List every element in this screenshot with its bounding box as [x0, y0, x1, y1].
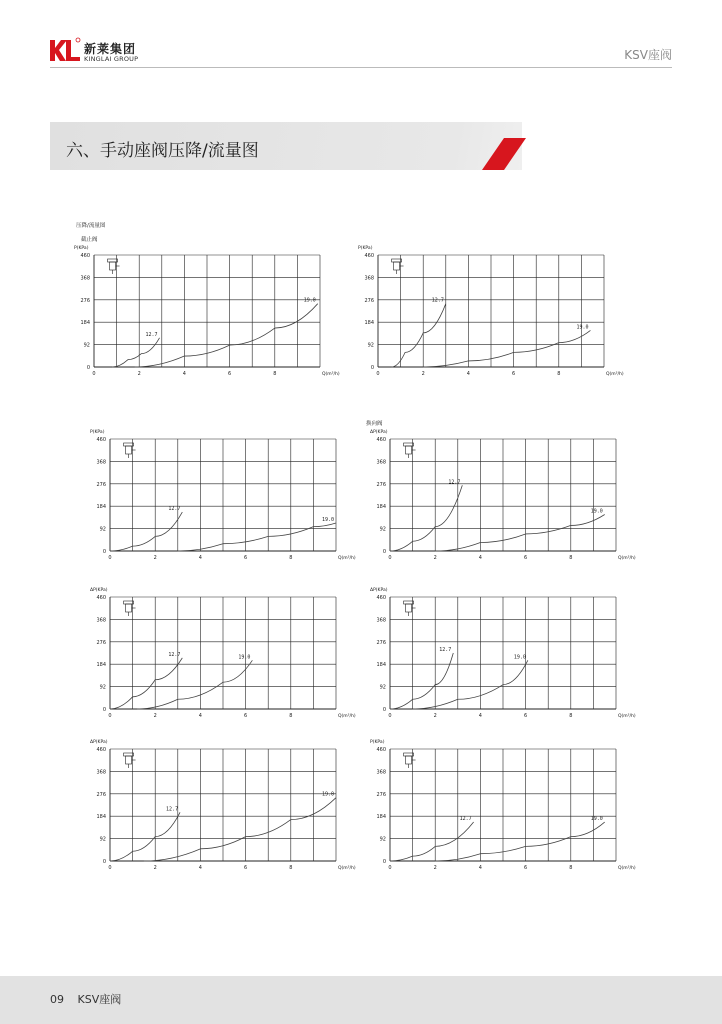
y-tick-label: 276 [376, 791, 386, 798]
chart-4 [368, 425, 642, 565]
x-tick-label: 4 [198, 865, 202, 871]
series-label: 19.0 [322, 517, 335, 523]
y-tick-label: 460 [376, 437, 386, 443]
valve-handle [404, 443, 414, 446]
y-axis-label: P(KPa) [90, 430, 105, 435]
x-tick-label: 0 [108, 713, 112, 719]
y-tick-label: 92 [83, 342, 90, 349]
brand-name-en: KINGLAI GROUP [84, 55, 139, 63]
valve-icon [108, 259, 120, 274]
chart-7 [88, 735, 362, 875]
page-caption: 压降/流量图 [76, 223, 106, 229]
x-tick-label: 4 [478, 865, 482, 871]
x-tick-label: 8 [289, 555, 293, 561]
valve-body [126, 756, 132, 764]
y-tick-label: 0 [86, 365, 90, 371]
y-tick-label: 276 [376, 481, 386, 488]
caption-shutoff-valve: 截止阀 [81, 237, 98, 243]
x-tick-label: 6 [524, 713, 528, 719]
series-line [390, 653, 453, 709]
x-tick-label: 6 [524, 555, 528, 561]
series-line [137, 660, 252, 709]
document-title: KSV座阀 [624, 48, 672, 62]
x-axis-label: Q(m³/h) [618, 714, 636, 719]
series-label: 12.7 [145, 331, 158, 338]
y-axis-label: P(KPa) [370, 740, 385, 745]
x-tick-label: 8 [569, 555, 573, 561]
series-line [110, 658, 182, 709]
series-line [110, 512, 182, 551]
x-tick-label: 2 [433, 555, 437, 561]
series-label: 19.0 [238, 654, 251, 661]
valve-handle [404, 601, 414, 604]
y-tick-label: 460 [96, 595, 106, 601]
valve-body [394, 262, 400, 270]
y-tick-label: 368 [96, 769, 106, 776]
x-tick-label: 0 [108, 555, 112, 561]
x-tick-label: 0 [92, 371, 96, 377]
series-line [423, 330, 590, 367]
valve-icon [404, 443, 416, 458]
x-tick-label: 0 [388, 865, 392, 871]
chart-3 [88, 425, 362, 565]
series-label: 12.7 [439, 647, 452, 653]
plot-area [90, 429, 356, 561]
y-tick-label: 276 [96, 791, 106, 798]
valve-body [110, 262, 116, 270]
valve-handle [404, 753, 414, 756]
y-tick-label: 184 [376, 662, 386, 669]
y-tick-label: 460 [364, 253, 374, 259]
x-tick-label: 6 [244, 555, 248, 561]
y-tick-label: 276 [80, 297, 90, 304]
chart-svg [356, 241, 630, 381]
x-axis-label: Q(m³/h) [322, 372, 340, 377]
y-tick-label: 0 [102, 859, 106, 865]
x-tick-label: 4 [478, 555, 482, 561]
x-tick-label: 0 [388, 713, 392, 719]
y-tick-label: 92 [99, 684, 106, 691]
x-tick-label: 8 [569, 713, 573, 719]
y-tick-label: 184 [96, 662, 106, 669]
y-tick-label: 184 [376, 504, 386, 511]
valve-handle [124, 753, 134, 756]
valve-icon [404, 753, 416, 768]
x-axis-label: Q(m³/h) [338, 714, 356, 719]
y-tick-label: 460 [96, 437, 106, 443]
y-tick-label: 276 [96, 481, 106, 488]
plot-area [370, 739, 636, 871]
y-tick-label: 276 [96, 639, 106, 646]
valve-icon [124, 753, 136, 768]
series-label: 12.7 [166, 806, 179, 813]
x-tick-label: 2 [153, 713, 157, 719]
y-tick-label: 184 [96, 504, 106, 511]
valve-body [406, 446, 412, 454]
y-tick-label: 460 [80, 253, 90, 259]
valve-handle [392, 259, 402, 262]
y-tick-label: 92 [379, 836, 386, 843]
series-line [435, 514, 605, 551]
y-tick-label: 184 [364, 320, 374, 327]
x-tick-label: 4 [198, 713, 202, 719]
chart-svg [368, 735, 642, 875]
valve-icon [124, 601, 136, 616]
series-label: 12.7 [168, 651, 181, 658]
plot-area [370, 587, 636, 719]
plot-area [358, 245, 624, 377]
chart-svg [88, 583, 362, 723]
x-tick-label: 6 [228, 371, 232, 377]
series-line [390, 822, 474, 861]
y-tick-label: 184 [80, 320, 90, 327]
x-tick-label: 4 [198, 555, 202, 561]
series-line [392, 304, 446, 367]
x-tick-label: 2 [137, 371, 141, 377]
y-tick-label: 368 [376, 617, 386, 624]
y-tick-label: 460 [376, 747, 386, 753]
x-tick-label: 0 [388, 555, 392, 561]
footer-text [50, 991, 131, 1007]
chart-svg [88, 735, 362, 875]
series-label: 12.7 [459, 816, 472, 823]
x-tick-label: 8 [289, 713, 293, 719]
series-label: 19.0 [590, 816, 603, 823]
y-tick-label: 0 [102, 707, 106, 713]
page-number: 09 [50, 993, 64, 1006]
valve-body [126, 446, 132, 454]
x-tick-label: 6 [524, 865, 528, 871]
x-tick-label: 4 [478, 713, 482, 719]
y-tick-label: 0 [370, 365, 374, 371]
x-tick-label: 8 [557, 371, 561, 377]
valve-handle [124, 601, 134, 604]
section-title: 六、手动座阀压降/流量图 [66, 141, 259, 161]
chart-8 [368, 735, 642, 875]
series-label: 19.0 [576, 324, 589, 331]
y-axis-label: ΔP(KPa) [370, 430, 388, 435]
chart-svg [72, 241, 346, 381]
series-label: 12.7 [448, 479, 461, 486]
y-axis-label: P(KPa) [358, 246, 373, 251]
series-line [178, 523, 336, 551]
series-line [435, 822, 605, 861]
valve-icon [404, 601, 416, 616]
x-axis-label: Q(m³/h) [338, 866, 356, 871]
x-tick-label: 2 [153, 865, 157, 871]
x-tick-label: 2 [433, 713, 437, 719]
valve-body [406, 604, 412, 612]
chart-svg [368, 425, 642, 565]
valve-handle [108, 259, 118, 262]
y-tick-label: 368 [96, 459, 106, 466]
x-tick-label: 6 [512, 371, 516, 377]
valve-body [406, 756, 412, 764]
y-tick-label: 368 [80, 275, 90, 282]
y-tick-label: 92 [99, 836, 106, 843]
x-tick-label: 8 [289, 865, 293, 871]
y-axis-label: ΔP(KPa) [90, 588, 108, 593]
caption-changeover-valve: 换向阀 [366, 421, 383, 427]
y-tick-label: 276 [364, 297, 374, 304]
x-tick-label: 0 [376, 371, 380, 377]
y-tick-label: 368 [376, 459, 386, 466]
series-line [135, 304, 318, 367]
brand-name-cn: 新莱集团 [84, 42, 137, 56]
x-tick-label: 2 [153, 555, 157, 561]
y-tick-label: 368 [96, 617, 106, 624]
page-header [0, 0, 722, 68]
series-line [390, 485, 462, 551]
valve-icon [124, 443, 136, 458]
header-divider [50, 67, 672, 68]
plot-area [370, 429, 636, 561]
series-label: 19.0 [590, 508, 603, 515]
series-label: 19.0 [513, 654, 526, 661]
chart-svg [368, 583, 642, 723]
x-axis-label: Q(m³/h) [606, 372, 624, 377]
x-axis-label: Q(m³/h) [338, 556, 356, 561]
plot-area [90, 587, 356, 719]
chart-svg [88, 425, 362, 565]
y-tick-label: 0 [102, 549, 106, 555]
x-axis-label: Q(m³/h) [618, 866, 636, 871]
y-axis-label: P(KPa) [74, 246, 89, 251]
x-tick-label: 4 [466, 371, 470, 377]
chart-5 [88, 583, 362, 723]
series-label: 12.7 [168, 506, 181, 513]
plot-area [74, 245, 340, 377]
valve-icon [392, 259, 404, 274]
y-tick-label: 276 [376, 639, 386, 646]
y-tick-label: 184 [96, 814, 106, 821]
series-label: 19.0 [322, 791, 335, 798]
y-tick-label: 92 [99, 526, 106, 533]
y-tick-label: 460 [376, 595, 386, 601]
y-tick-label: 368 [364, 275, 374, 282]
kinglai-logo-icon [48, 36, 82, 64]
y-axis-label: ΔP(KPa) [90, 740, 108, 745]
y-tick-label: 92 [379, 526, 386, 533]
y-tick-label: 0 [382, 549, 386, 555]
chart-1 [72, 241, 346, 381]
chart-2 [356, 241, 630, 381]
series-line [110, 812, 180, 861]
y-tick-label: 184 [376, 814, 386, 821]
valve-handle [124, 443, 134, 446]
x-tick-label: 0 [108, 865, 112, 871]
y-tick-label: 0 [382, 859, 386, 865]
x-tick-label: 8 [569, 865, 573, 871]
y-tick-label: 92 [379, 684, 386, 691]
series-label: 19.0 [303, 297, 316, 304]
series-line [413, 660, 528, 709]
series-label: 12.7 [431, 297, 444, 304]
y-tick-label: 368 [376, 769, 386, 776]
y-axis-label: ΔP(KPa) [370, 588, 388, 593]
y-tick-label: 460 [96, 747, 106, 753]
x-tick-label: 2 [433, 865, 437, 871]
x-tick-label: 4 [182, 371, 186, 377]
x-tick-label: 6 [244, 713, 248, 719]
red-slash-decoration [482, 138, 526, 170]
x-tick-label: 8 [273, 371, 277, 377]
chart-6 [368, 583, 642, 723]
plot-area [90, 739, 356, 871]
series-line [112, 338, 159, 367]
y-tick-label: 0 [382, 707, 386, 713]
x-tick-label: 6 [244, 865, 248, 871]
y-tick-label: 92 [367, 342, 374, 349]
footer-doc-name: KSV座阀 [77, 993, 122, 1006]
x-axis-label: Q(m³/h) [618, 556, 636, 561]
x-tick-label: 2 [421, 371, 425, 377]
valve-body [126, 604, 132, 612]
